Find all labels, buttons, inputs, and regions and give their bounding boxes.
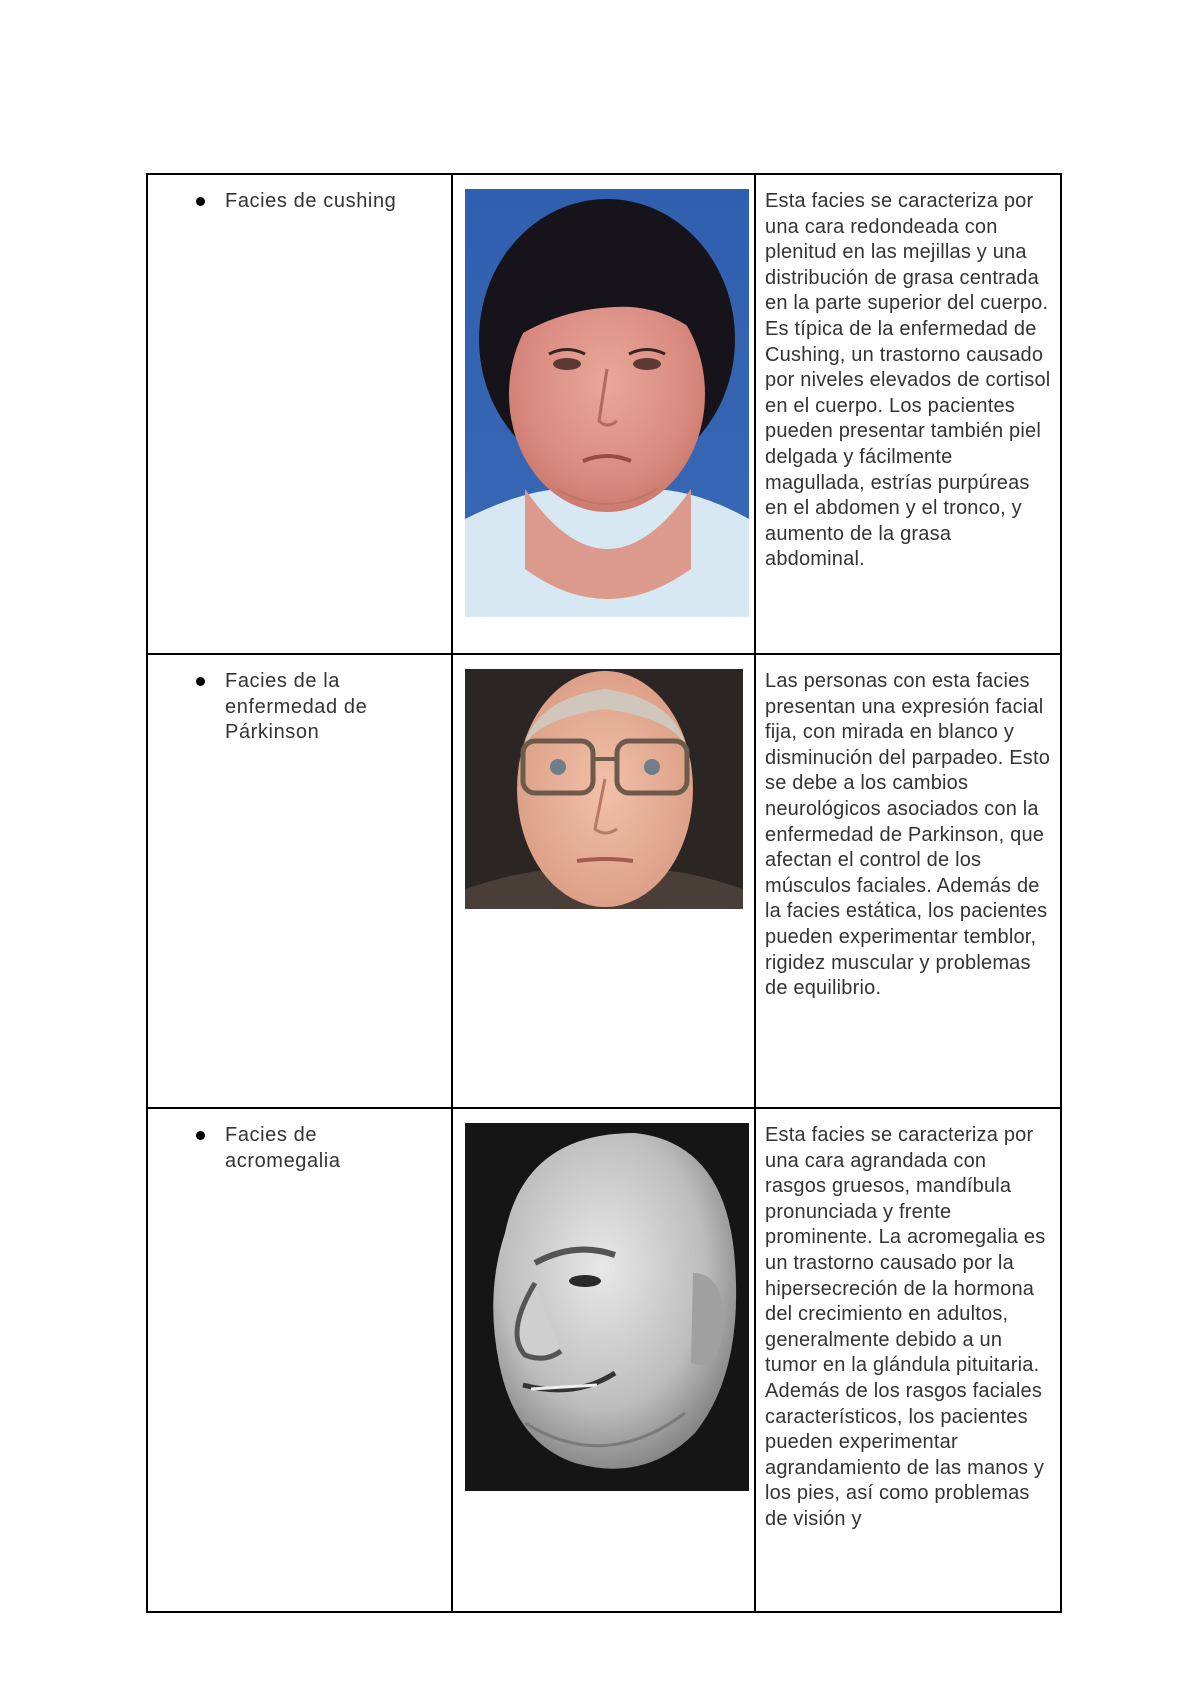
table-row [147,654,1061,1108]
row-description: Esta facies se caracteriza por una cara redondeada con plenitud en las mejillas y una distribución de grasa centrada en la parte superior del cuerpo. Es típica de la enfermedad de Cushing, un trastorno causado por niveles elevados de cortisol en el cuerpo. Los pacientes pueden presentar también piel delgada y fácilmente magullada, estrías purpúreas en el abdomen y el tronco, y aumento de la grasa abdominal. [765,190,1051,571]
row-label: Facies de la enfermedad de Párkinson [225,670,368,744]
bullet-icon [196,197,205,206]
row-description: Las personas con esta facies presentan una expresión facial fija, con mirada en blanco y disminución del parpadeo. Esto se debe a los cambios neurológicos asociados con la enfermedad de Parkinson, que afectan el control de los músculos faciales. Además de la facies estática, los pacientes pueden experimentar temblor, rigidez muscular y problemas de equilibrio. [765,670,1051,1000]
label-cell [147,1108,452,1612]
table-row [147,1108,1061,1612]
table-row [147,174,1061,654]
image-cell [452,1108,755,1612]
facies-table [146,173,1062,1613]
image-cell [452,174,755,654]
label-cell [147,174,452,654]
bullet-icon [196,1131,205,1140]
bullet-icon [196,677,205,686]
label-cell [147,654,452,1108]
description-cell [755,654,1061,1108]
description-cell [755,174,1061,654]
acromegaly-face-photo [465,1123,749,1491]
row-description: Esta facies se caracteriza por una cara agrandada con rasgos gruesos, mandíbula pronunciada y frente prominente. La acromegalia es un trastorno causado por la hipersecreción de la hormona del crecimiento en adultos, generalmente debido a un tumor en la glándula pituitaria. Además de los rasgos faciales característicos, los pacientes pueden experimentar agrandamiento de las manos y los pies, así como problemas de visión y [765,1124,1046,1530]
row-label: Facies de cushing [225,190,397,212]
row-label: Facies de acromegalia [225,1124,341,1172]
parkinson-face-photo [465,669,743,909]
cushing-face-photo [465,189,749,617]
image-cell [452,654,755,1108]
description-cell [755,1108,1061,1612]
